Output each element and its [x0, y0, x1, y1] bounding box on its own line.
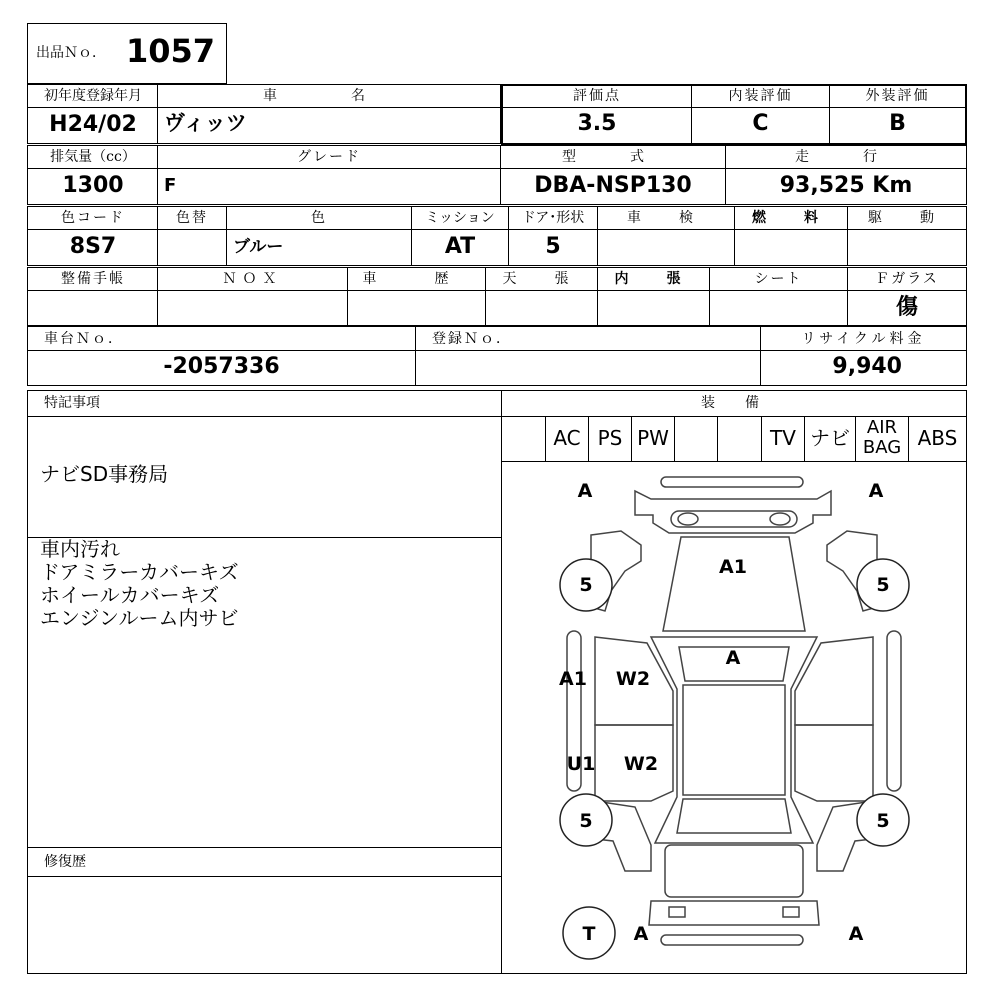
- color-code-value: 8S7: [69, 234, 117, 259]
- mark-front-left: A: [577, 480, 593, 502]
- equipment-item-navi: ナビ: [810, 426, 850, 450]
- model-value: DBA-NSP130: [534, 173, 692, 198]
- equipment-item-ps: PS: [597, 426, 623, 450]
- rear-window: [677, 799, 791, 833]
- exterior-label: 外装評価: [865, 88, 930, 104]
- equipment-item-airbag: AIR BAG: [862, 417, 902, 458]
- equipment-cell-4: [674, 416, 718, 462]
- drive-label: 駆 動: [868, 210, 946, 226]
- headlight-right-icon: [770, 513, 790, 525]
- rear-bumper: [649, 901, 819, 925]
- recycle-value: 9,940: [832, 354, 902, 379]
- mileage-value: 93,525 Km: [779, 173, 913, 198]
- registration-label: 登録Ｎｏ．: [432, 331, 512, 347]
- trunk-lid: [665, 845, 803, 897]
- mark-trunk: T: [582, 923, 596, 945]
- interior-value: C: [752, 111, 769, 136]
- doors-label: ドア･形状: [521, 210, 585, 226]
- mark-wheel-fl: 5: [579, 574, 593, 596]
- displacement-value: 1300: [62, 173, 124, 198]
- model-label: 型 式: [562, 149, 664, 165]
- score-label: 評価点: [573, 88, 621, 104]
- grade-label: グレード: [297, 149, 361, 165]
- equipment-item-pw: PW: [637, 426, 669, 450]
- recycle-label: リサイクル料金: [801, 331, 926, 347]
- equipment-cell-5: [717, 416, 762, 462]
- notes-line-2: ドアミラーカバーキズ: [40, 560, 239, 584]
- chassis-value: -2057336: [163, 354, 280, 379]
- taillight-left-icon: [669, 907, 685, 917]
- repair-area: [27, 876, 502, 974]
- interior-trim-label: 内 張: [614, 271, 693, 287]
- inspection-label: 車 検: [627, 210, 705, 226]
- headlight-left-icon: [678, 513, 698, 525]
- seat-cell: [709, 290, 848, 326]
- repair-label-cell: [27, 847, 502, 877]
- maintenance-log-cell: [27, 290, 158, 326]
- front-glass-label: Ｆガラス: [875, 271, 939, 287]
- notes-label: 特記事項: [44, 395, 100, 411]
- rear-bumper-strip: [661, 935, 803, 945]
- door-rear-right: [795, 725, 873, 801]
- seat-label: シート: [754, 271, 803, 287]
- grade-value: F: [164, 175, 177, 196]
- equipment-label: 装 備: [701, 395, 767, 411]
- equipment-item-ac: AC: [553, 426, 581, 450]
- fuel-label: 燃 料: [752, 210, 830, 226]
- doors-value: 5: [545, 234, 561, 259]
- mark-door-rl-b: W2: [623, 753, 659, 775]
- color-label: 色: [311, 210, 327, 226]
- displacement-label: 排気量（cc）: [50, 149, 136, 165]
- nox-label: ＮＯＸ: [222, 271, 283, 287]
- nox-cell: [157, 290, 348, 326]
- mark-front-right: A: [868, 480, 884, 502]
- repair-label: 修復歴: [44, 854, 86, 870]
- color-code-label: 色コード: [61, 210, 125, 226]
- history-cell: [347, 290, 486, 326]
- exterior-value: B: [889, 111, 906, 136]
- first-registration-label: 初年度登録年月: [44, 88, 142, 104]
- lot-number: 1057: [126, 32, 216, 70]
- lot-number-box: [27, 23, 227, 84]
- registration-cell: [415, 350, 761, 386]
- transmission-label: ミッション: [425, 210, 495, 226]
- equipment-cell-0: [501, 416, 546, 462]
- notes-line-4: エンジンルーム内サビ: [40, 606, 239, 630]
- mark-wheel-fr: 5: [876, 574, 890, 596]
- car-diagram: [501, 461, 967, 974]
- ceiling-cell: [485, 290, 598, 326]
- fuel-cell: [734, 229, 848, 266]
- equipment-item-abs: ABS: [917, 426, 958, 450]
- color-change-cell: [157, 229, 227, 266]
- front-bumper-strip: [661, 477, 803, 487]
- notes-line-3: ホイールカバーキズ: [40, 583, 220, 607]
- mark-door-rl-a: U1: [566, 753, 596, 775]
- transmission-value: AT: [444, 234, 476, 259]
- car-name-value: ヴィッツ: [164, 111, 247, 135]
- first-registration-value: H24/02: [49, 112, 137, 137]
- hood: [663, 537, 805, 631]
- side-strip-right: [887, 631, 901, 791]
- notes-line-1: 車内汚れ: [40, 537, 120, 561]
- mark-wheel-rr: 5: [876, 810, 890, 832]
- interior-trim-cell: [597, 290, 710, 326]
- door-front-right: [795, 637, 873, 725]
- score-value: 3.5: [577, 111, 617, 136]
- front-glass-value: 傷: [895, 294, 918, 320]
- interior-label: 内装評価: [728, 88, 793, 104]
- mileage-label: 走 行: [795, 149, 897, 165]
- notes-text-1: ナビSD事務局: [40, 462, 169, 486]
- maintenance-log-label: 整備手帳: [61, 271, 125, 287]
- drive-cell: [847, 229, 967, 266]
- mark-wheel-rl: 5: [579, 810, 593, 832]
- lot-number-label: 出品Ｎｏ．: [36, 45, 106, 61]
- mark-roof: A: [725, 647, 741, 669]
- color-change-label: 色替: [176, 210, 208, 226]
- chassis-label: 車台Ｎｏ．: [44, 331, 124, 347]
- taillight-right-icon: [783, 907, 799, 917]
- car-name-label: 車 名: [263, 88, 395, 104]
- roof: [683, 685, 785, 795]
- equipment-item-tv: TV: [770, 426, 796, 450]
- mark-door-fl-a: A1: [559, 668, 587, 690]
- ceiling-label: 天 張: [502, 271, 581, 287]
- mark-hood: A1: [719, 556, 747, 578]
- inspection-cell: [597, 229, 735, 266]
- color-value: ブルー: [233, 237, 284, 257]
- history-label: 車 歴: [362, 271, 471, 287]
- mark-rear-right: A: [848, 923, 864, 945]
- mark-door-fl-b: W2: [615, 668, 651, 690]
- mark-rear-left: A: [633, 923, 649, 945]
